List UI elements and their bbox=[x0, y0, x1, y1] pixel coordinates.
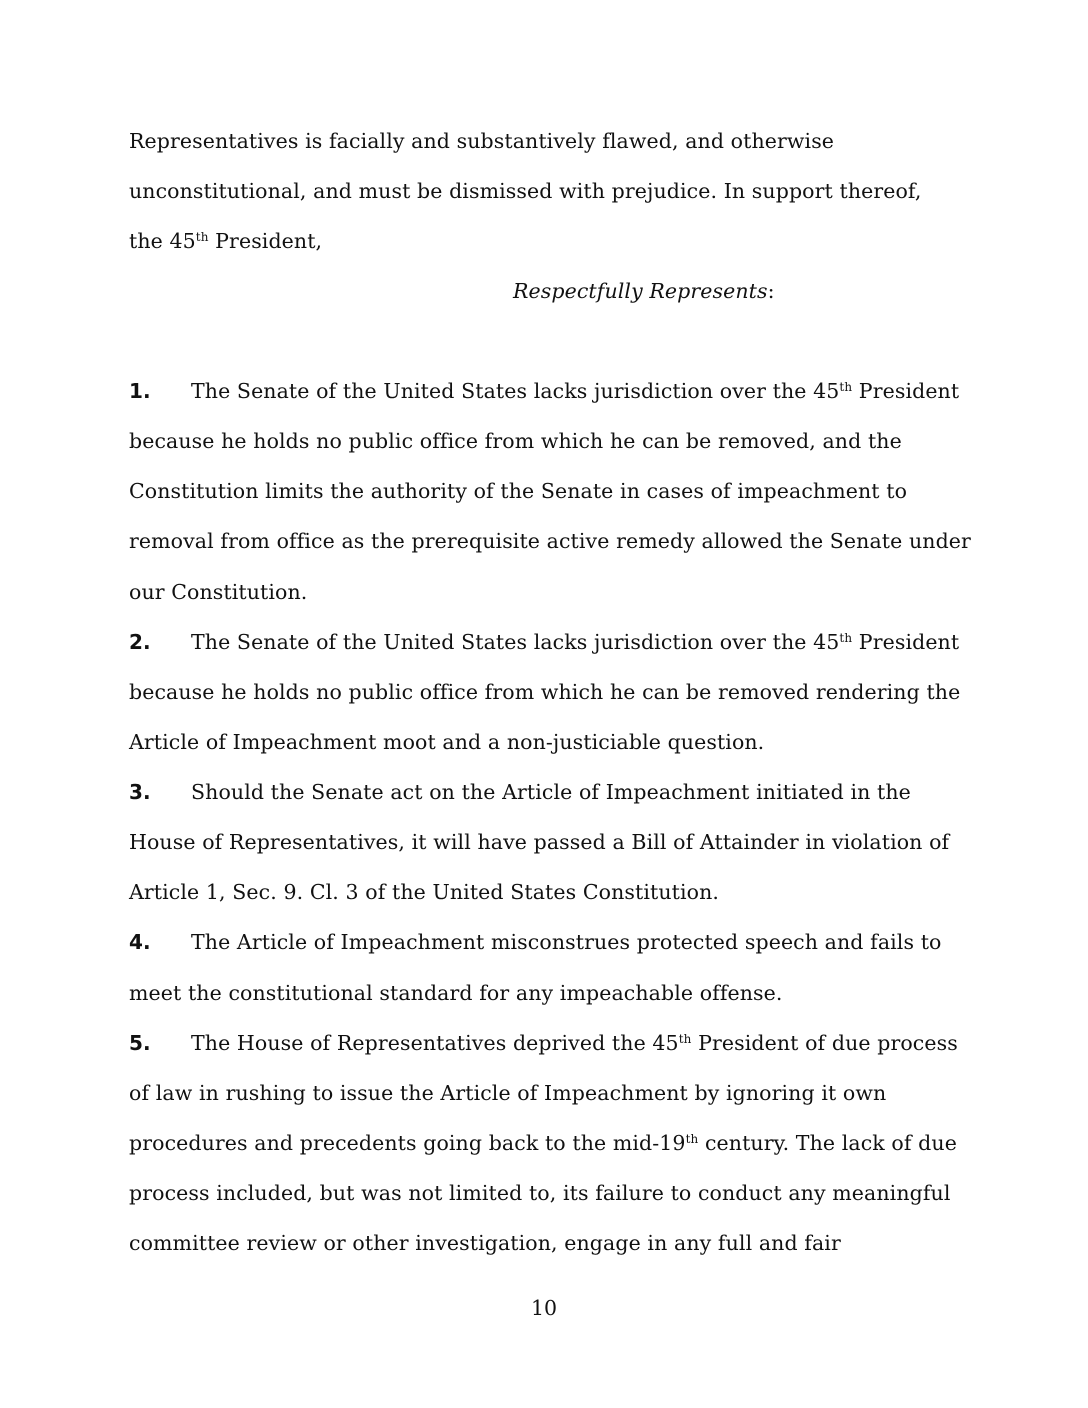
respectfully-represents-heading: Respectfully Represents: bbox=[513, 279, 775, 303]
paragraph-number: 1. bbox=[129, 379, 151, 403]
paragraph-number: 5. bbox=[129, 1031, 151, 1055]
paragraph-2-line: Article of Impeachment moot and a non-justiciable question. bbox=[129, 730, 765, 754]
paragraph-5-line: 5. The House of Representatives deprived the 45th President of due process bbox=[129, 1031, 958, 1055]
paragraph-5-line: committee review or other investigation, engage in any full and fair bbox=[129, 1231, 841, 1255]
text-line: the 45th President, bbox=[129, 229, 323, 253]
paragraph-3-line: House of Representatives, it will have passed a Bill of Attainder in violation of bbox=[129, 830, 950, 854]
paragraph-4-line: meet the constitutional standard for any impeachable offense. bbox=[129, 981, 783, 1005]
paragraph-number: 4. bbox=[129, 930, 151, 954]
paragraph-3-line: 3. Should the Senate act on the Article of Impeachment initiated in the bbox=[129, 780, 911, 804]
paragraph-5-line: procedures and precedents going back to the mid-19th century. The lack of due bbox=[129, 1131, 957, 1155]
paragraph-2-line: 2. The Senate of the United States lacks jurisdiction over the 45th President bbox=[129, 630, 960, 654]
paragraph-1-line: removal from office as the prerequisite active remedy allowed the Senate under bbox=[129, 529, 971, 553]
paragraph-1-line: our Constitution. bbox=[129, 580, 308, 604]
paragraph-5-line: of law in rushing to issue the Article of Impeachment by ignoring it own bbox=[129, 1081, 887, 1105]
text-line: unconstitutional, and must be dismissed with prejudice. In support thereof, bbox=[129, 179, 922, 203]
paragraph-4-line: 4. The Article of Impeachment misconstrues protected speech and fails to bbox=[129, 930, 942, 954]
paragraph-number: 3. bbox=[129, 780, 151, 804]
paragraph-2-line: because he holds no public office from which he can be removed rendering the bbox=[129, 680, 961, 704]
text-line: Representatives is facially and substantively flawed, and otherwise bbox=[129, 129, 835, 153]
page-number: 10 bbox=[530, 1296, 558, 1320]
paragraph-3-line: Article 1, Sec. 9. Cl. 3 of the United States Constitution. bbox=[129, 880, 719, 904]
paragraph-1-line: because he holds no public office from which he can be removed, and the bbox=[129, 429, 902, 453]
paragraph-1-line: 1. The Senate of the United States lacks jurisdiction over the 45th President bbox=[129, 379, 960, 403]
paragraph-5-line: process included, but was not limited to, its failure to conduct any meaningful bbox=[129, 1181, 951, 1205]
paragraph-number: 2. bbox=[129, 630, 151, 654]
paragraph-1-line: Constitution limits the authority of the Senate in cases of impeachment to bbox=[129, 479, 908, 503]
